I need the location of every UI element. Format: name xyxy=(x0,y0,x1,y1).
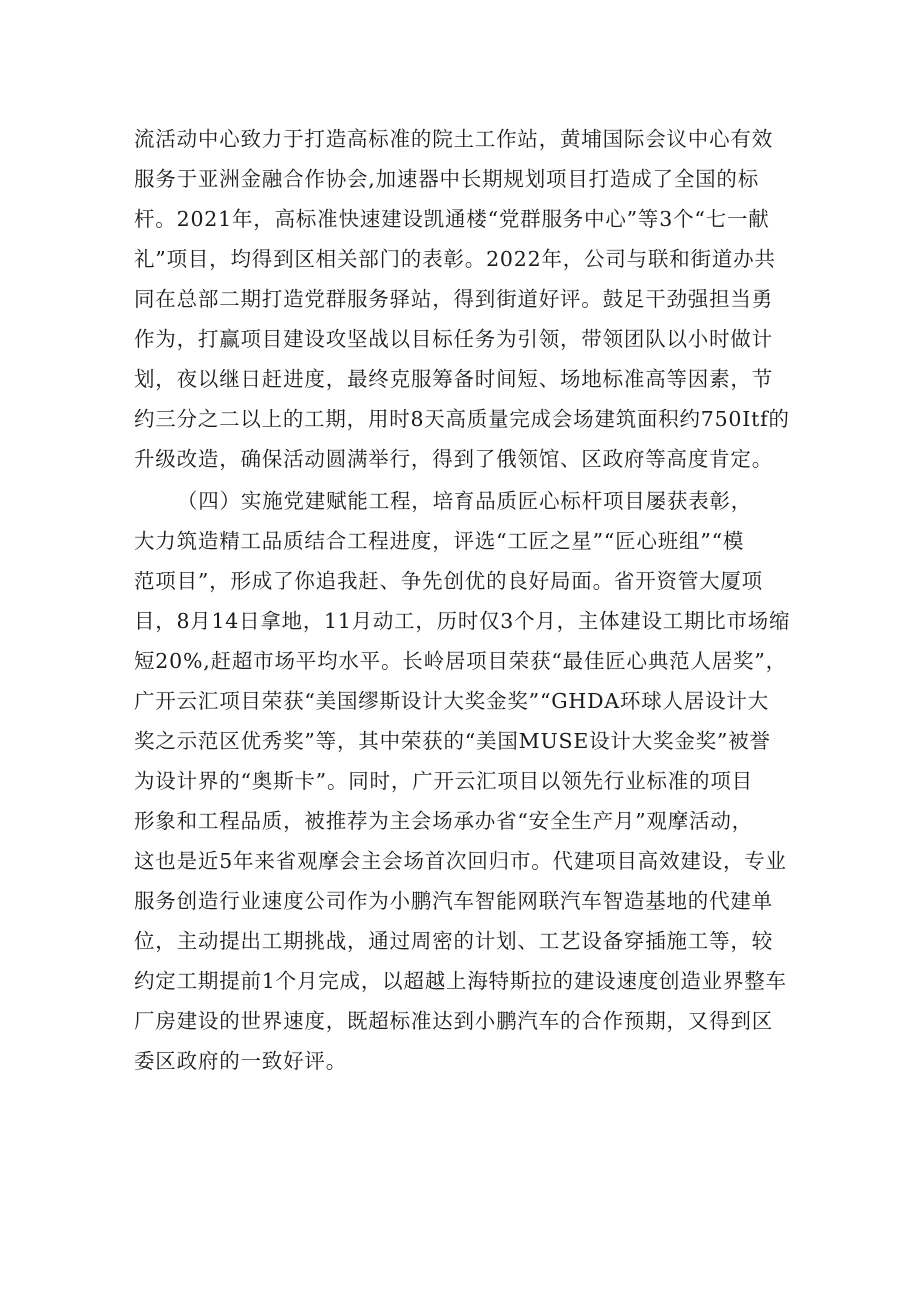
text-line-18: 形象和工程品质，被推荐为主会场承办省“安全生产月”观摩活动， xyxy=(134,809,753,833)
text-line-21: 位，主动提出工期挑战，通过周密的计划、工艺设备穿插施工等，较 xyxy=(134,929,773,953)
text-line-15: 广开云汇项目荣获“美国缪斯设计大奖金奖”“GHDA环球人居设计大 xyxy=(134,689,770,713)
text-line-14: 短20%,赶超市场平均水平。长岭居项目荣获“最佳匠心典范人居奖”， xyxy=(134,649,787,673)
text-line-9: 升级改造，确保活动圆满举行，得到了俄领馆、区政府等高度肯定。 xyxy=(134,447,773,471)
text-line-1: 流活动中心致力于打造高标准的院土工作站，黄埔国际会议中心有效 xyxy=(134,127,773,151)
text-line-16: 奖之示范区优秀奖”等，其中荣获的“美国MUSE设计大奖金奖”被誉 xyxy=(134,729,771,753)
text-line-4: 礼”项目，均得到区相关部门的表彰。2022年，公司与联和街道办共 xyxy=(134,247,776,271)
text-line-22: 约定工期提前1个月完成，以超越上海特斯拉的建设速度创造业界整车 xyxy=(134,969,787,993)
text-line-23: 厂房建设的世界速度，既超标准达到小鹏汽车的合作预期，又得到区 xyxy=(134,1009,773,1033)
paragraph-heading-line: （四）实施党建赋能工程，培育品质匠心标杆项目屡获表彰， xyxy=(177,489,753,513)
text-line-2: 服务于亚洲金融合作协会,加速器中长期规划项目打造成了全国的标 xyxy=(134,167,760,191)
text-line-19: 这也是近5年来省观摩会主会场首次回归市。代建项目高效建设，专业 xyxy=(134,849,787,873)
text-line-11: 大力筑造精工品质结合工程进度，评选“工匠之星”“匠心班组”“模 xyxy=(134,529,745,553)
text-line-3: 杆。2021年，高标准快速建设凯通楼“党群服务中心”等3个“七一献 xyxy=(134,207,770,231)
text-line-7: 划，夜以继日赶进度，最终克服筹备时间短、场地标准高等因素，节 xyxy=(134,367,773,391)
text-line-24: 委区政府的一致好评。 xyxy=(134,1049,347,1073)
text-line-20: 服务创造行业速度公司作为小鹏汽车智能网联汽车智造基地的代建单 xyxy=(134,889,773,913)
text-line-12: 范项目”，形成了你追我赶、争先创优的良好局面。省开资管大厦项 xyxy=(134,569,763,593)
text-line-8: 约三分之二以上的工期，用时8天高质量完成会场建筑面积约750Itf的 xyxy=(134,407,790,431)
text-line-17: 为设计界的“奥斯卡”。同时，广开云汇项目以领先行业标准的项目 xyxy=(134,769,753,793)
text-line-6: 作为，打赢项目建设攻坚战以目标任务为引领，带领团队以小时做计 xyxy=(134,327,773,351)
text-line-5: 同在总部二期打造党群服务驿站，得到街道好评。鼓足干劲强担当勇 xyxy=(134,287,773,311)
text-line-13: 目，8月14日拿地，11月动工，历时仅3个月，主体建设工期比市场缩 xyxy=(134,609,791,633)
